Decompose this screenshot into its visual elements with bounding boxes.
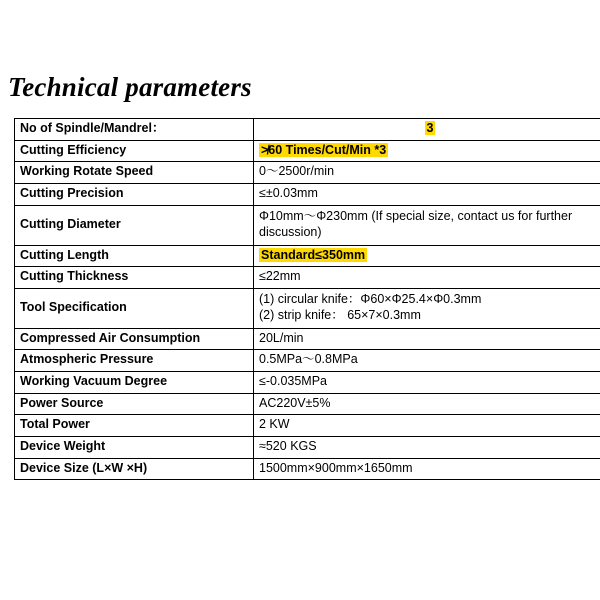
parameter-label: Device Size (L×W ×H) (15, 458, 254, 480)
technical-parameters-table (14, 118, 600, 480)
parameter-value (254, 119, 600, 141)
parameter-label: Cutting Length (15, 245, 254, 267)
parameter-value: 2 KW (254, 415, 600, 437)
parameter-label: Cutting Efficiency (15, 140, 254, 162)
table-row (15, 328, 600, 350)
parameter-label: Cutting Thickness (15, 267, 254, 289)
parameter-label: Power Source (15, 393, 254, 415)
parameter-label: Tool Specification (15, 288, 254, 328)
table-row (15, 393, 600, 415)
parameter-value: 20L/min (254, 328, 600, 350)
highlighted-value: ≯60 Times/Cut/Min *3 (261, 142, 387, 157)
table-row (15, 350, 600, 372)
parameter-label: Working Vacuum Degree (15, 372, 254, 394)
table-row (15, 140, 600, 162)
parameter-value (254, 140, 600, 162)
table-row (15, 436, 600, 458)
parameter-label: Cutting Diameter (15, 205, 254, 245)
parameter-value: ≤-0.035MPa (254, 372, 600, 394)
page-title: Technical parameters (8, 72, 252, 102)
parameter-label: Atmospheric Pressure (15, 350, 254, 372)
parameter-label: No of Spindle/Mandrel： (15, 119, 254, 141)
table-row (15, 288, 600, 328)
highlighted-value: Standard≤350mm (261, 247, 366, 262)
parameter-value: 0～2500r/min (254, 162, 600, 184)
parameter-value: Φ10mm～Φ230mm (If special size, contact us for further discussion) (254, 205, 600, 245)
tool-spec-line-1: (1) circular knife：Φ60×Φ25.4×Φ0.3mm (259, 292, 482, 307)
table-row (15, 372, 600, 394)
parameter-label: Working Rotate Speed (15, 162, 254, 184)
tool-spec-line-2: (2) strip knife： 65×7×0.3mm (259, 307, 421, 322)
parameter-value: 1500mm×900mm×1650mm (254, 458, 600, 480)
parameter-value: 0.5MPa～0.8MPa (254, 350, 600, 372)
table-row (15, 183, 600, 205)
parameter-value: ≈520 KGS (254, 436, 600, 458)
parameter-value: AC220V±5% (254, 393, 600, 415)
table-row (15, 267, 600, 289)
parameter-label: Compressed Air Consumption (15, 328, 254, 350)
parameter-value (254, 245, 600, 267)
parameter-value: ≤±0.03mm (254, 183, 600, 205)
table-row (15, 205, 600, 245)
table-row (15, 119, 600, 141)
table-row (15, 458, 600, 480)
table-row (15, 162, 600, 184)
parameter-value (254, 288, 600, 328)
table-row (15, 415, 600, 437)
parameter-label: Total Power (15, 415, 254, 437)
table-row (15, 245, 600, 267)
parameter-label: Device Weight (15, 436, 254, 458)
parameter-value: ≤22mm (254, 267, 600, 289)
parameter-label: Cutting Precision (15, 183, 254, 205)
highlighted-value: 3 (426, 121, 434, 135)
